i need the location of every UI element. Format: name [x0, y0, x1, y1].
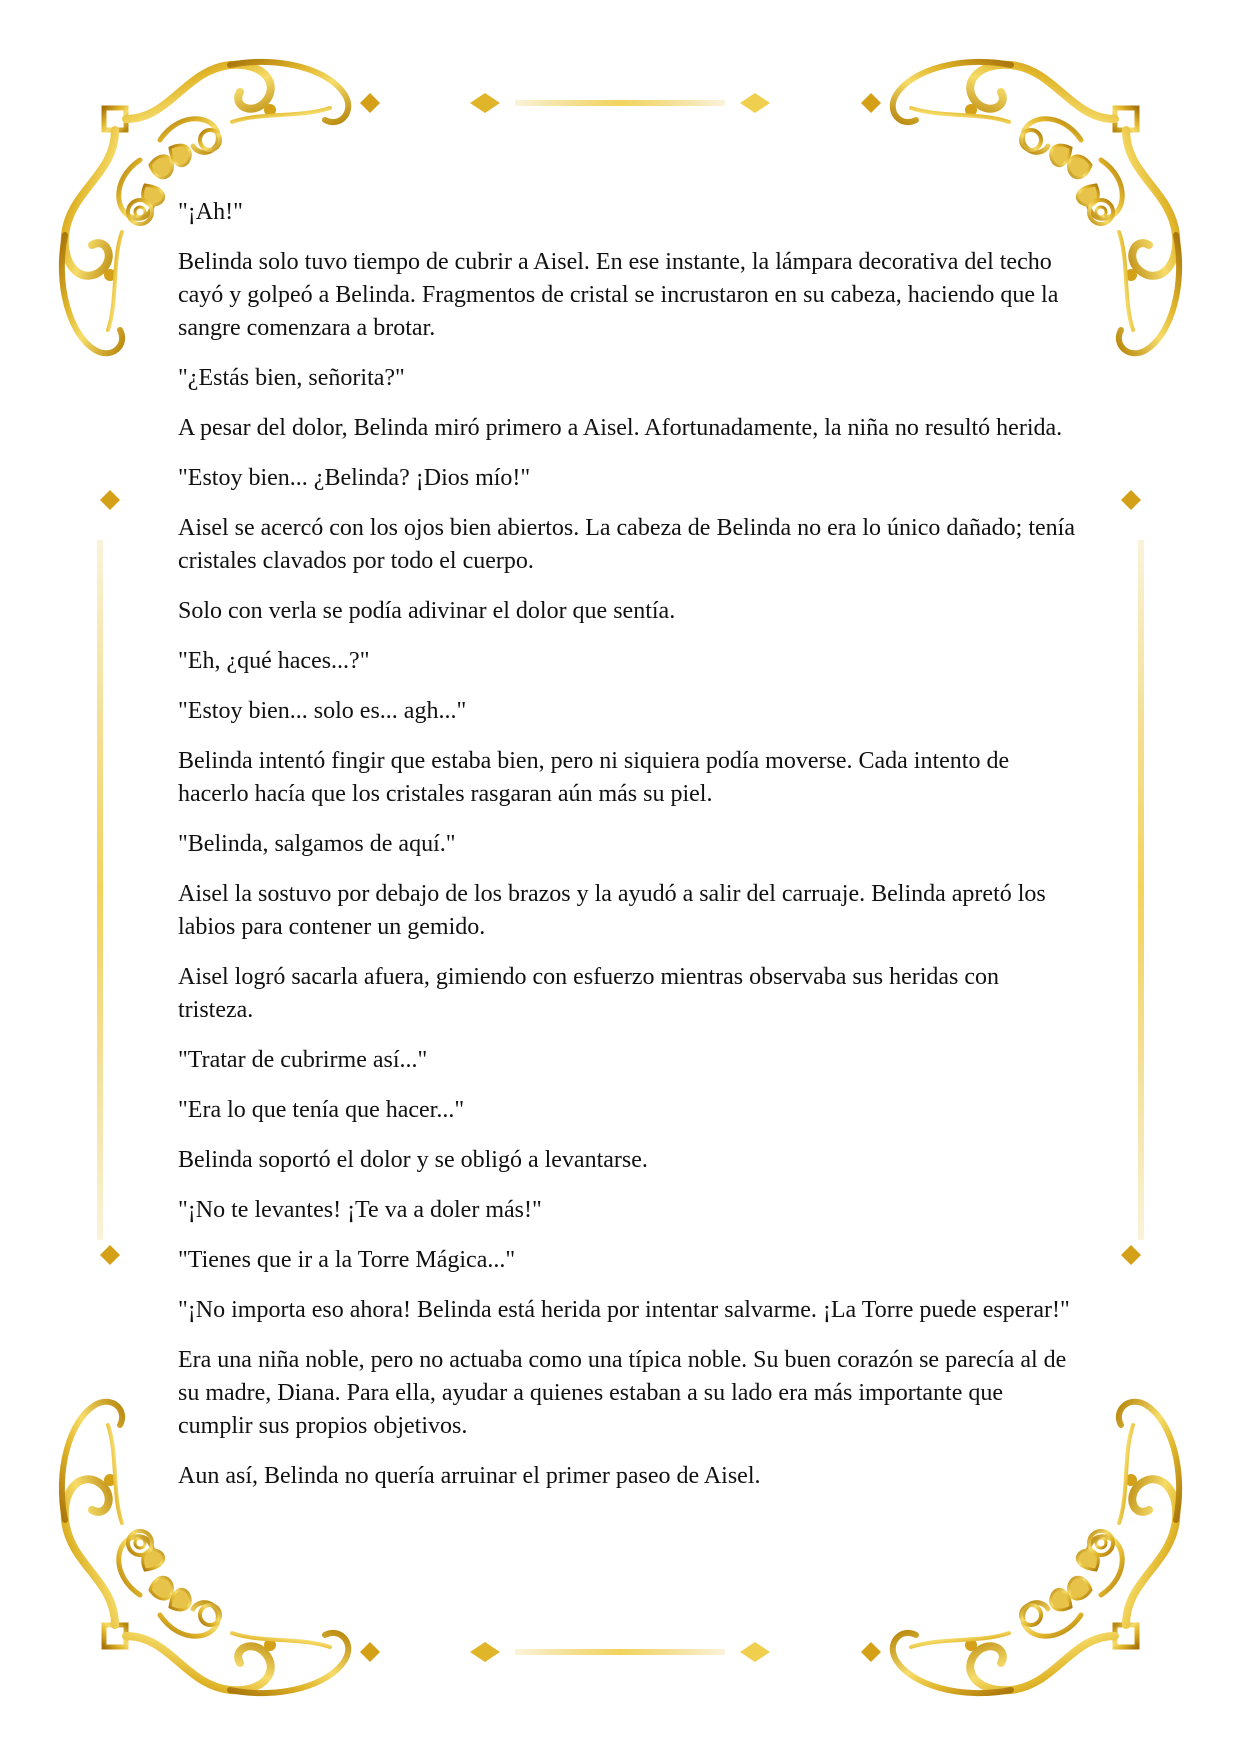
- story-paragraph: "Tienes que ir a la Torre Mágica...": [178, 1247, 516, 1273]
- story-paragraph: Belinda intentó fingir que estaba bien, pero ni siquiera podía moverse. Cada intento de hacerlo hacía que los cristales rasgaran aún más su piel.: [178, 748, 1010, 807]
- story-paragraph: "¡Ah!": [178, 199, 243, 225]
- story-paragraph: "¡No importa eso ahora! Belinda está herida por intentar salvarme. ¡La Torre puede esperar!": [178, 1297, 1070, 1323]
- story-paragraph: "¿Estás bien, señorita?": [178, 365, 405, 391]
- story-paragraph: "Estoy bien... ¿Belinda? ¡Dios mío!": [178, 465, 531, 491]
- story-paragraph: Aisel se acercó con los ojos bien abiertos. La cabeza de Belinda no era lo único dañado; tenía cristales clavados por todo el cuerpo.: [178, 515, 1075, 574]
- left-border-rule: [97, 540, 103, 1240]
- story-paragraph: Solo con verla se podía adivinar el dolor que sentía.: [178, 598, 676, 624]
- story-paragraph: "Belinda, salgamos de aquí.": [178, 831, 456, 857]
- story-paragraph: "Tratar de cubrirme así...": [178, 1047, 428, 1073]
- top-border-rule: [470, 93, 770, 113]
- story-paragraph: A pesar del dolor, Belinda miró primero a Aisel. Afortunadamente, la niña no resultó herida.: [178, 415, 1063, 441]
- story-paragraph: Aisel la sostuvo por debajo de los brazos y la ayudó a salir del carruaje. Belinda apretó los labios para contener un gemido.: [178, 881, 1046, 940]
- story-paragraph: "Eh, ¿qué haces...?": [178, 648, 370, 674]
- story-paragraph: Aun así, Belinda no quería arruinar el primer paseo de Aisel.: [178, 1463, 761, 1489]
- story-text: [178, 196, 1078, 1510]
- story-paragraph: "Era lo que tenía que hacer...": [178, 1097, 465, 1123]
- story-paragraph: "¡No te levantes! ¡Te va a doler más!": [178, 1197, 542, 1223]
- bottom-border-rule: [470, 1642, 770, 1662]
- story-paragraph: Belinda soportó el dolor y se obligó a levantarse.: [178, 1147, 648, 1173]
- story-paragraph: Belinda solo tuvo tiempo de cubrir a Aisel. En ese instante, la lámpara decorativa del techo cayó y golpeó a Belinda. Fragmentos de cristal se incrustaron en su cabeza, haciendo que la sangre comenzara a brotar.: [178, 249, 1059, 341]
- story-paragraph: "Estoy bien... solo es... agh...": [178, 698, 467, 724]
- story-paragraph: Aisel logró sacarla afuera, gimiendo con esfuerzo mientras observaba sus heridas con tristeza.: [178, 964, 1000, 1023]
- story-paragraph: Era una niña noble, pero no actuaba como una típica noble. Su buen corazón se parecía al de su madre, Diana. Para ella, ayudar a quienes estaban a su lado era más importante que cumplir sus propios objetivos.: [178, 1347, 1067, 1439]
- right-border-rule: [1138, 540, 1144, 1240]
